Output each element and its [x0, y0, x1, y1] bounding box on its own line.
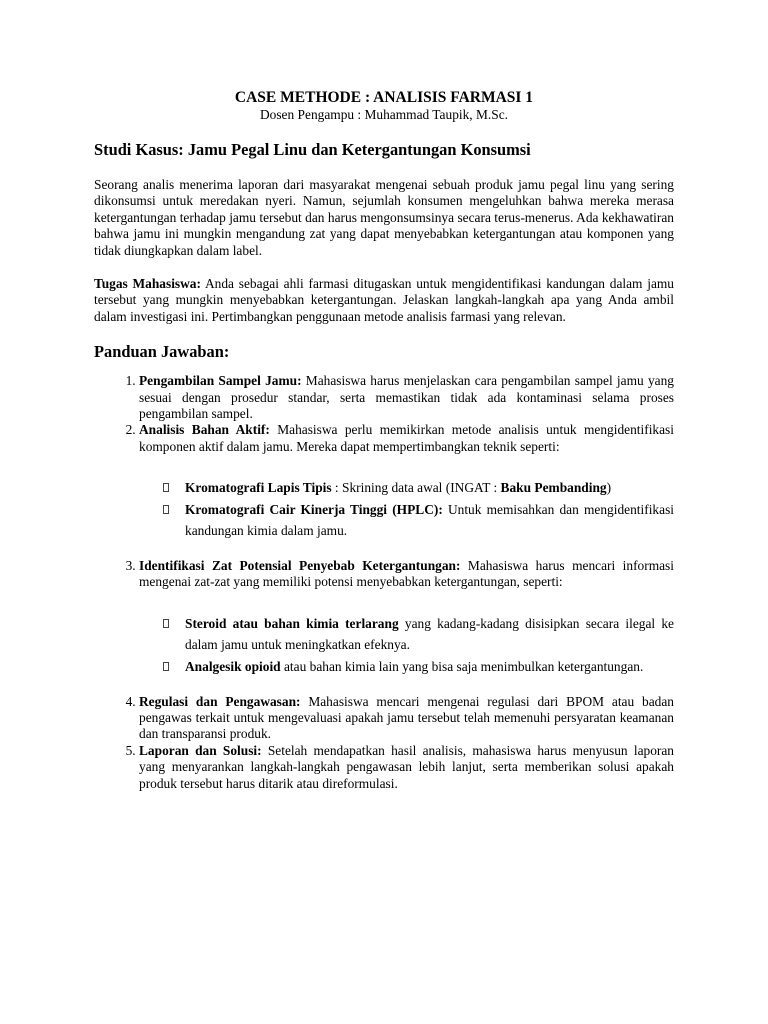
sub-item-text: yang kadang-kadang disisipkan secara ilegal ke dalam jamu untuk meningkatkan efeknya. [185, 615, 674, 653]
item-label: Regulasi dan Pengawasan: [139, 693, 301, 709]
document-subtitle: Dosen Pengampu : Muhammad Taupik, M.Sc. [259, 107, 508, 122]
item-text: Mahasiswa perlu memikirkan metode analisis untuk mengidentifikasi komponen aktif dalam jamu. Mereka dapat mempertimbangkan teknik seperti: [139, 422, 674, 454]
sub-item-label: Kromatografi Lapis Tipis [185, 480, 332, 496]
panduan-list [94, 373, 674, 792]
sub-list-item [163, 477, 674, 499]
intro-paragraph: Seorang analis menerima laporan dari masyarakat mengenai sebuah produk jamu pegal linu yang sering dikonsumsi untuk meredakan nyeri. Namun, sejumlah konsumen mengeluhkan bahwa mereka merasa ketergantungan terhadap jamu tersebut dan harus mengonsumsinya secara terus-menerus. Ada kekhawatiran bahwa jamu ini mungkin mengandung zat yang dapat menyebabkan ketergantungan atau komponen yang tidak diungkapkan dalam label. [94, 177, 674, 258]
sub-item-label: Baku Pembanding [500, 480, 607, 496]
panduan-heading: Panduan Jawaban: [94, 342, 230, 362]
list-item [139, 694, 674, 743]
sub-item-text: atau bahan kimia lain yang bisa saja menimbulkan ketergantungan. [280, 659, 644, 675]
item-label: Identifikasi Zat Potensial Penyebab Ketergantungan: [139, 558, 461, 574]
item-text: Mahasiswa harus mencari informasi mengenai zat-zat yang memiliki potensi menyebabkan ketergantungan, seperti: [139, 558, 674, 590]
sub-list-item [163, 656, 674, 678]
list-item [139, 373, 674, 422]
sub-item-label: Analgesik opioid [185, 659, 281, 675]
list-item [139, 558, 674, 678]
bullet-icon [163, 483, 169, 492]
tugas-paragraph [94, 276, 674, 325]
sub-list [139, 477, 674, 542]
sub-item-text: Untuk memisahkan dan mengidentifikasi kandungan kimia dalam jamu. [185, 501, 674, 539]
sub-list [139, 613, 674, 678]
sub-item-label: Steroid atau bahan kimia terlarang [185, 615, 399, 631]
tugas-label: Tugas Mahasiswa: [94, 276, 201, 292]
item-label: Pengambilan Sampel Jamu: [139, 373, 302, 389]
item-text: Mahasiswa mencari mengenai regulasi dari BPOM atau badan pengawas terkait untuk mengevaluasi apakah jamu tersebut telah memenuhi persyaratan keamanan dan transparansi produk. [139, 693, 674, 742]
item-text: Setelah mendapatkan hasil analisis, mahasiswa harus menyusun laporan yang menyarankan langkah-langkah pengawasan lebih lanjut, serta memberikan solusi apakah produk tersebut harus ditarik atau direformulasi. [139, 742, 675, 791]
list-item [139, 422, 674, 542]
bullet-icon [163, 505, 169, 514]
bullet-icon [163, 662, 169, 671]
sub-item-text: ) [606, 480, 612, 496]
sub-item-text: : Skrining data awal (INGAT : [331, 480, 501, 496]
sub-list-item [163, 613, 674, 656]
case-heading: Studi Kasus: Jamu Pegal Linu dan Ketergantungan Konsumsi [94, 140, 531, 159]
sub-item-label: Kromatografi Cair Kinerja Tinggi (HPLC): [185, 501, 443, 517]
item-label: Analisis Bahan Aktif: [139, 422, 270, 438]
list-item [139, 743, 674, 792]
bullet-icon [163, 619, 169, 628]
document-title: CASE METHODE : ANALISIS FARMASI 1 [234, 89, 534, 106]
item-text: Mahasiswa harus menjelaskan cara pengambilan sampel jamu yang sesuai dengan prosedur standar, serta memastikan tidak ada kontaminasi selama proses pengambilan sampel. [139, 373, 674, 422]
tugas-text: Anda sebagai ahli farmasi ditugaskan untuk mengidentifikasi kandungan dalam jamu tersebut yang mungkin menyebabkan ketergantungan. Jelaskan langkah-langkah apa yang Anda ambil dalam investigasi ini. Pertimbangkan penggunaan metode analisis farmasi yang relevan. [94, 276, 675, 324]
sub-list-item [163, 499, 674, 542]
item-label: Laporan dan Solusi: [139, 742, 262, 758]
